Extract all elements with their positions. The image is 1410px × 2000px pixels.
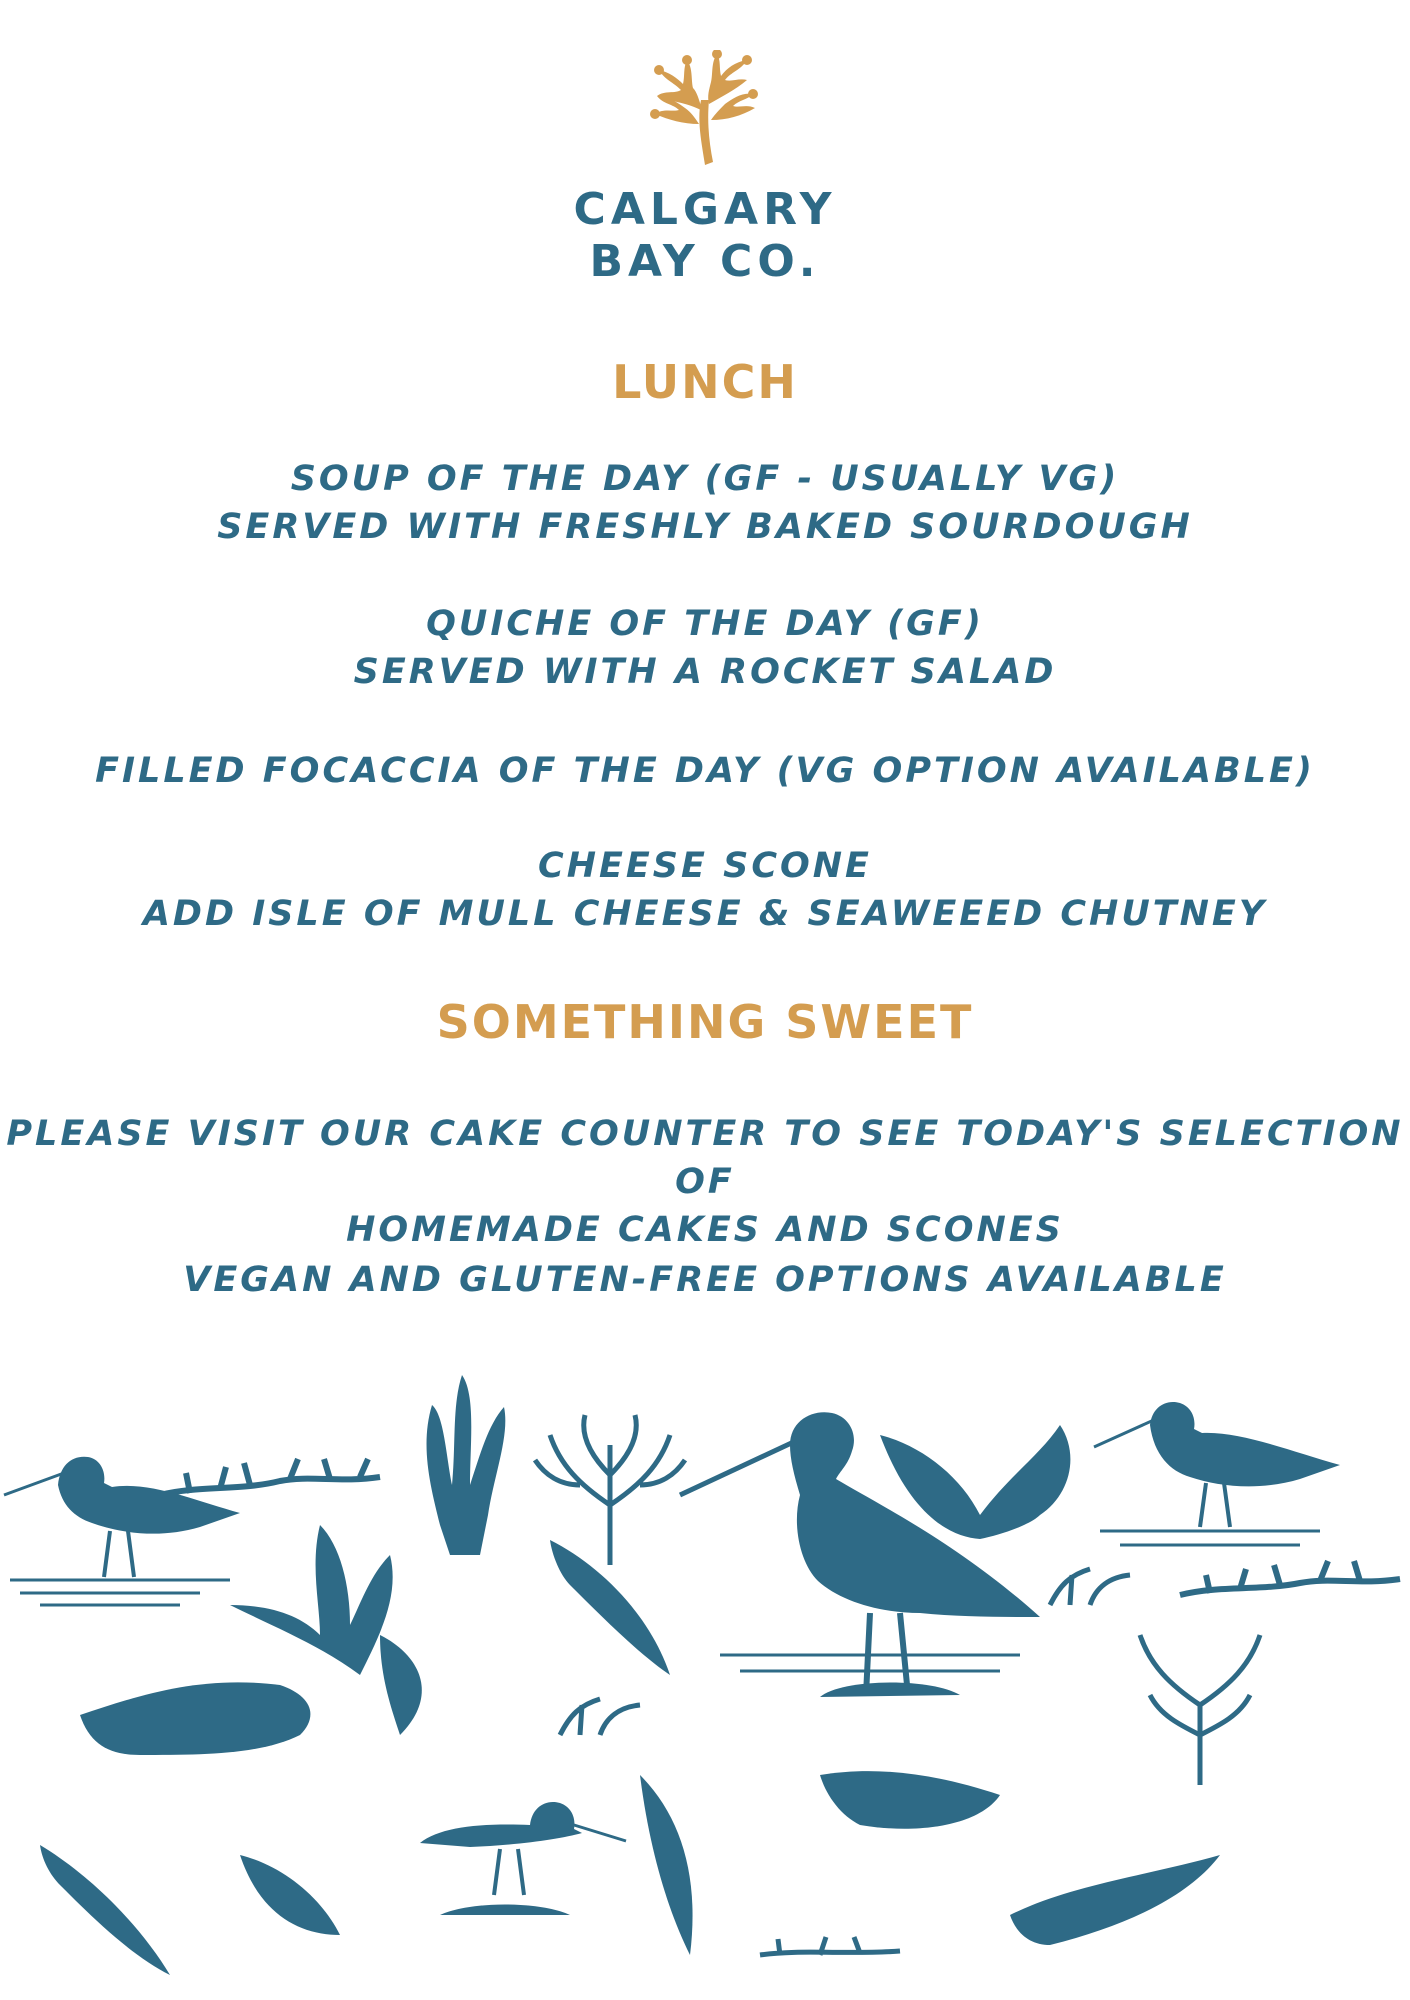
- dietary-note: [0, 1256, 1410, 1304]
- sandpiper-icon: [420, 1802, 626, 1915]
- menu-item-soup-title: SOUP OF THE DAY (GF - USUALLY VG): [290, 459, 1120, 499]
- lunch-heading: LUNCH: [612, 355, 798, 409]
- brand-name-line2: BAY CO.: [589, 236, 821, 287]
- sweet-description-line1: PLEASE VISIT OUR CAKE COUNTER TO SEE TODAY'S SELECTION OF: [6, 1114, 1404, 1202]
- kelp-icon: [427, 1375, 506, 1555]
- brand-logo: [0, 50, 1410, 288]
- menu-item-cheese-scone: [0, 842, 1410, 938]
- oystercatcher-icon: [680, 1412, 1040, 1697]
- menu-item-cheese-scone-title: CHEESE SCONE: [538, 846, 872, 886]
- menu-item-focaccia: [0, 747, 1410, 795]
- menu-item-soup-desc: SERVED WITH FRESHLY BAKED SOURDOUGH: [217, 507, 1193, 547]
- seaweed-icon: [1180, 1561, 1400, 1595]
- sweet-description-line2: HOMEMADE CAKES AND SCONES: [346, 1210, 1064, 1250]
- coastal-illustration: [0, 1355, 1410, 2000]
- menu-item-cheese-scone-desc: ADD ISLE OF MULL CHEESE & SEAWEEED CHUTNEY: [142, 894, 1268, 934]
- something-sweet-heading: SOMETHING SWEET: [436, 995, 974, 1049]
- menu-item-focaccia-title: FILLED FOCACCIA OF THE DAY (VG OPTION AVAILABLE): [95, 751, 1315, 791]
- menu-item-quiche-title: QUICHE OF THE DAY (GF): [426, 604, 984, 644]
- seaweed-icon: [40, 1771, 1220, 1975]
- seaweed-icon: [230, 1525, 393, 1675]
- menu-item-quiche: [0, 600, 1410, 696]
- seaweed-icon: [80, 1682, 310, 1755]
- menu-item-soup: [0, 455, 1410, 551]
- dietary-note-text: VEGAN AND GLUTEN-FREE OPTIONS AVAILABLE: [183, 1260, 1227, 1300]
- seaweed-logo-icon: [635, 50, 775, 170]
- sandpiper-icon: [4, 1457, 240, 1605]
- sandpiper-icon: [1094, 1402, 1340, 1545]
- seaweed-icon: [160, 1459, 380, 1495]
- sweet-description: [0, 1110, 1410, 1254]
- menu-item-quiche-desc: SERVED WITH A ROCKET SALAD: [353, 652, 1057, 692]
- coral-icon: [1140, 1635, 1260, 1785]
- coral-icon: [535, 1415, 685, 1565]
- brand-name-line1: CALGARY: [573, 184, 837, 235]
